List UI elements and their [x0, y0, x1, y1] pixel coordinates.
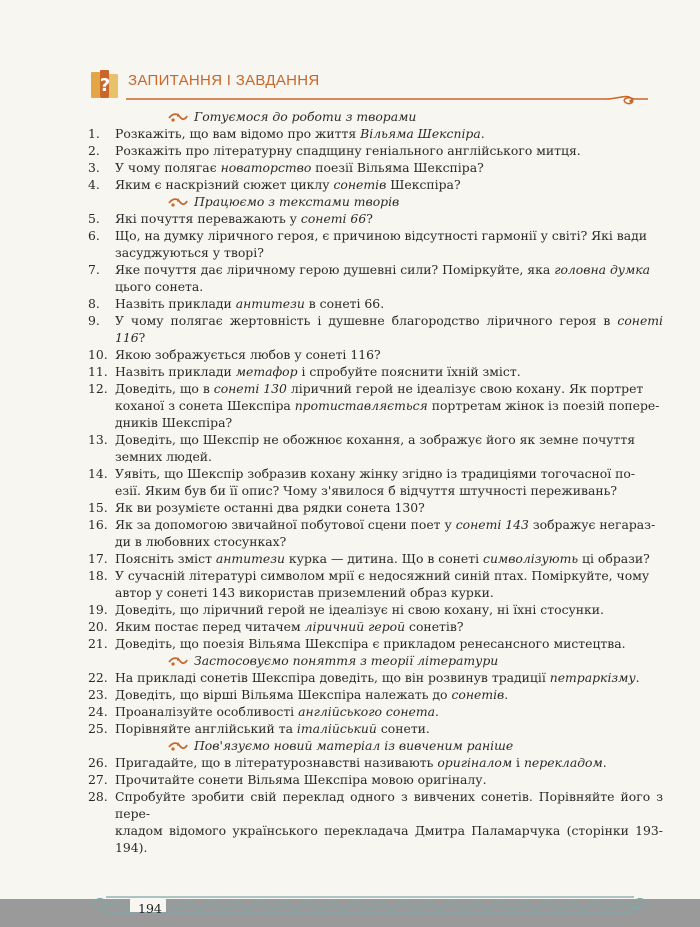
- task-list: [88, 108, 663, 856]
- term-italic: перекладом: [523, 755, 603, 770]
- task-text: [115, 788, 663, 856]
- task-number: 21.: [88, 636, 108, 651]
- task-number: 2.: [88, 143, 100, 158]
- text-run: У чому полягає жертовність і душевне благородство ліричного героя в: [115, 313, 618, 328]
- text-run: Розкажіть, що вам відомо про життя: [115, 126, 361, 141]
- term-italic: італійський: [296, 721, 377, 736]
- task-text: [115, 363, 663, 380]
- term-italic: Вільяма Шекспіра: [360, 126, 481, 141]
- task-number: 26.: [88, 755, 108, 770]
- text-run: Якою зображується любов у сонеті 116?: [115, 347, 381, 362]
- term-italic: ліричний герой: [304, 619, 406, 634]
- text-run: зображує негараз- ди в любовних стосунках?: [115, 517, 656, 549]
- task-item: [88, 261, 663, 295]
- task-text: [115, 720, 663, 737]
- task-text: [115, 380, 663, 431]
- task-text: [115, 346, 663, 363]
- task-item: [88, 312, 663, 346]
- task-item: [88, 142, 663, 159]
- text-run: Уявіть, що Шекспір зобразив кохану жінку згідно із традиціями тогочасної по- езії. Яким був би її опис? Чому з'явилося б відчуття штучності переживань?: [115, 466, 636, 498]
- task-text: [115, 550, 663, 567]
- task-text: [115, 686, 663, 703]
- text-run: Порівняйте англійський та: [115, 721, 297, 736]
- task-number: 4.: [88, 177, 100, 192]
- text-run: Доведіть, що Шекспір не обожнює кохання, а зображує його як земне почуття земних людей.: [115, 432, 636, 464]
- task-text: [115, 431, 663, 465]
- text-run: .: [504, 687, 509, 702]
- text-run: і спробуйте пояснити їхній зміст.: [297, 364, 521, 379]
- text-run: Назвіть приклади: [115, 296, 236, 311]
- task-number: 24.: [88, 704, 108, 719]
- footer-ornament: [90, 891, 650, 919]
- task-item: [88, 159, 663, 176]
- task-number: 3.: [88, 160, 100, 175]
- task-number: 10.: [88, 347, 108, 362]
- task-text: [115, 669, 663, 686]
- text-run: ?: [366, 211, 373, 226]
- section-title-text: Готуємося до роботи з творами: [194, 109, 417, 124]
- text-run: Проаналізуйте особливості: [115, 704, 299, 719]
- text-run: Яким постає перед читачем: [115, 619, 305, 634]
- text-run: ?: [138, 330, 146, 345]
- task-text: [115, 499, 663, 516]
- task-item: [88, 669, 663, 686]
- task-number: 6.: [88, 228, 100, 243]
- task-text: [115, 703, 663, 720]
- term-italic: антитези: [235, 296, 305, 311]
- task-text: [115, 635, 663, 652]
- page-footer: [0, 891, 700, 927]
- svg-text:?: ?: [99, 75, 111, 96]
- text-run: Яким є наскрізний сюжет циклу: [115, 177, 334, 192]
- pen-flourish-icon: [168, 111, 188, 123]
- text-run: .: [602, 755, 607, 770]
- text-run: У сучасній літературі символом мрії є недосяжний синій птах. Поміркуйте, чому автор у сонеті 143 використав приземлений образ курки.: [115, 568, 650, 600]
- text-run: сонетів?: [405, 619, 464, 634]
- term-italic: сонеті 66: [300, 211, 367, 226]
- text-run: Розкажіть про літературну спадщину геніального англійського митця.: [115, 143, 581, 158]
- task-text: [115, 771, 663, 788]
- text-run: сонети.: [376, 721, 430, 736]
- task-item: [88, 363, 663, 380]
- task-item: [88, 295, 663, 312]
- task-number: 22.: [88, 670, 108, 685]
- pen-flourish-icon: [168, 740, 188, 752]
- text-run: Доведіть, що ліричний герой не ідеалізує ні свою кохану, ні їхні стосунки.: [115, 602, 604, 617]
- task-number: 13.: [88, 432, 108, 447]
- task-item: [88, 210, 663, 227]
- task-number: 12.: [88, 381, 108, 396]
- task-number: 11.: [88, 364, 108, 379]
- text-run: .: [635, 670, 640, 685]
- task-text: [115, 754, 663, 771]
- term-italic: антитези: [215, 551, 285, 566]
- task-number: 9.: [88, 313, 100, 328]
- text-run: Спробуйте зробити свій переклад одного з вивчених сонетів. Порівняйте його з пере- кладом відомого українського перекладача Дмитра Паламарчука (сторінки 193-194).: [115, 789, 663, 855]
- task-text: [115, 125, 663, 142]
- section-title-text: Пов'язуємо новий матеріал із вивченим раніше: [194, 738, 514, 753]
- task-number: 25.: [88, 721, 108, 736]
- task-item: [88, 567, 663, 601]
- task-item: [88, 771, 663, 788]
- task-text: [115, 295, 663, 312]
- term-italic: петраркізму: [549, 670, 636, 685]
- task-item: [88, 125, 663, 142]
- task-item: [88, 618, 663, 635]
- text-run: На прикладі сонетів Шекспіра доведіть, що він розвинув традиції: [115, 670, 550, 685]
- task-number: 14.: [88, 466, 108, 481]
- text-run: портретам жінок із поезій попере- дників Шекспіра?: [115, 398, 660, 430]
- task-item: [88, 346, 663, 363]
- task-item: [88, 380, 663, 431]
- task-item: [88, 499, 663, 516]
- text-run: Шекспіра?: [386, 177, 461, 192]
- term-italic: сонеті 143: [455, 517, 529, 532]
- task-number: 18.: [88, 568, 108, 583]
- page-number: 194: [138, 901, 162, 916]
- term-italic: сонетів: [451, 687, 505, 702]
- section-title: [168, 108, 663, 125]
- pen-flourish-icon: [168, 196, 188, 208]
- text-run: поезії Вільяма Шекспіра?: [311, 160, 484, 175]
- text-run: Доведіть, що вірші Вільяма Шекспіра належать до: [115, 687, 452, 702]
- text-run: Як за допомогою звичайної побутової сцени поет у: [115, 517, 456, 532]
- task-item: [88, 635, 663, 652]
- task-text: [115, 516, 663, 550]
- task-number: 19.: [88, 602, 108, 617]
- text-run: цього сонета.: [115, 279, 204, 294]
- task-item: [88, 720, 663, 737]
- section-title: [168, 737, 663, 754]
- task-item: [88, 431, 663, 465]
- section-title: [168, 652, 663, 669]
- term-italic: сонетів: [333, 177, 387, 192]
- task-text: [115, 312, 663, 346]
- books-question-icon: [88, 68, 122, 102]
- task-item: [88, 686, 663, 703]
- text-run: Поясніть зміст: [115, 551, 216, 566]
- task-text: [115, 261, 663, 295]
- text-run: .: [434, 704, 439, 719]
- task-item: [88, 601, 663, 618]
- term-italic: сонеті 116: [115, 313, 663, 345]
- text-run: Доведіть, що поезія Вільяма Шекспіра є прикладом ренесансного мистецтва.: [115, 636, 626, 651]
- text-run: курка — дитина. Що в сонеті: [284, 551, 484, 566]
- task-number: 15.: [88, 500, 108, 515]
- term-italic: протиставляється: [294, 398, 428, 413]
- task-text: [115, 567, 663, 601]
- text-run: ліричний герой не ідеалізує свою кохану. Як портрет коханої з сонета Шекспіра: [115, 381, 644, 413]
- task-text: [115, 142, 663, 159]
- term-italic: оригіналом: [437, 755, 513, 770]
- term-italic: головна думка: [554, 262, 651, 277]
- text-run: Яке почуття дає ліричному герою душевні сили? Поміркуйте, яка: [115, 262, 555, 277]
- task-item: [88, 176, 663, 193]
- text-run: Які почуття переважають у: [115, 211, 301, 226]
- task-number: 16.: [88, 517, 108, 532]
- term-italic: англійського сонета: [298, 704, 435, 719]
- text-run: і: [512, 755, 524, 770]
- header-underline: [126, 92, 648, 108]
- task-number: 20.: [88, 619, 108, 634]
- text-run: в сонеті 66.: [304, 296, 385, 311]
- section-title: [168, 193, 663, 210]
- task-number: 17.: [88, 551, 108, 566]
- task-number: 23.: [88, 687, 108, 702]
- task-text: [115, 465, 663, 499]
- task-item: [88, 788, 663, 856]
- task-item: [88, 550, 663, 567]
- term-italic: метафор: [235, 364, 298, 379]
- text-run: У чому полягає: [115, 160, 221, 175]
- text-run: ці образи?: [578, 551, 650, 566]
- text-run: Що, на думку ліричного героя, є причиною відсутності гармонії у світі? Які вади засуджуються у творі?: [115, 228, 648, 260]
- text-run: Прочитайте сонети Вільяма Шекспіра мовою оригіналу.: [115, 772, 487, 787]
- term-italic: символізують: [483, 551, 579, 566]
- task-text: [115, 210, 663, 227]
- task-item: [88, 465, 663, 499]
- task-number: 7.: [88, 262, 100, 277]
- task-text: [115, 618, 663, 635]
- task-item: [88, 703, 663, 720]
- task-number: 1.: [88, 126, 100, 141]
- task-number: 5.: [88, 211, 100, 226]
- task-number: 27.: [88, 772, 108, 787]
- text-run: Як ви розумієте останні два рядки сонета 130?: [115, 500, 425, 515]
- task-number: 8.: [88, 296, 100, 311]
- text-run: Доведіть, що в: [115, 381, 214, 396]
- term-italic: сонеті 130: [213, 381, 287, 396]
- term-italic: новаторство: [220, 160, 312, 175]
- task-text: [115, 176, 663, 193]
- section-title-text: Працюємо з текстами творів: [194, 194, 400, 209]
- text-run: Назвіть приклади: [115, 364, 236, 379]
- task-item: [88, 227, 663, 261]
- task-item: [88, 516, 663, 550]
- task-text: [115, 601, 663, 618]
- task-item: [88, 754, 663, 771]
- section-title-text: Застосовуємо поняття з теорії літератури: [194, 653, 499, 668]
- task-text: [115, 227, 663, 261]
- pen-flourish-icon: [168, 655, 188, 667]
- task-number: 28.: [88, 789, 108, 804]
- section-header: [88, 62, 648, 108]
- page-title: ЗАПИТАННЯ І ЗАВДАННЯ: [128, 72, 320, 89]
- text-run: Пригадайте, що в літературознавстві називають: [115, 755, 438, 770]
- task-text: [115, 159, 663, 176]
- text-run: .: [480, 126, 485, 141]
